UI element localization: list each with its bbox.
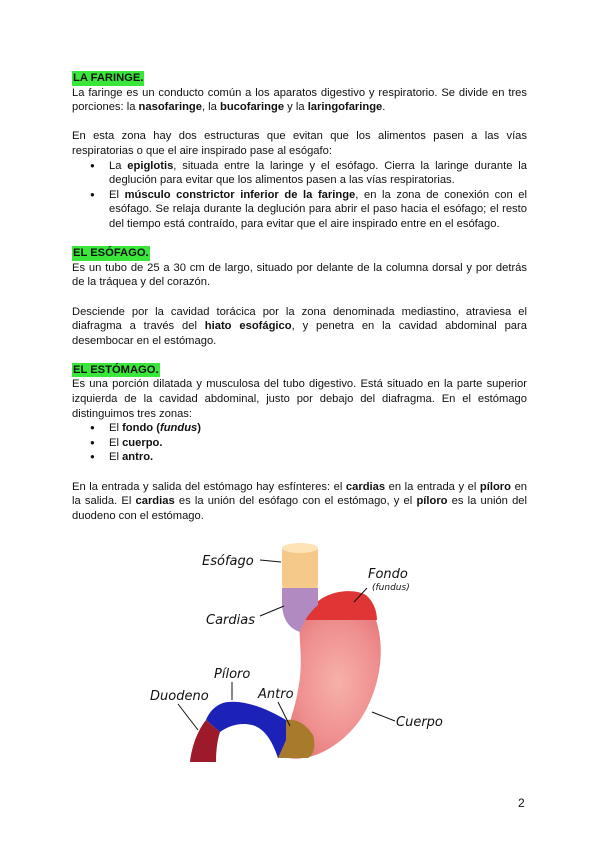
esophagus-opening	[282, 543, 318, 553]
label-fondo: Fondo	[368, 567, 408, 582]
list-item-musculo: ● El músculo constrictor inferior de la faringe, en la zona de conexión con el esófago. Se relaja durante la deglución para abrir el paso hacia el esófago; el resto del tiempo está contraído, para evitar que el aire inspirado entre en el esófago.	[109, 188, 527, 232]
label-esofago: Esófago	[202, 554, 254, 569]
list-item-antro: ● El antro.	[109, 450, 527, 465]
list-item-fondo: ● El fondo (fundus)	[109, 421, 527, 436]
list-item-cuerpo: ● El cuerpo.	[109, 436, 527, 451]
list-item-epiglotis: ● La epiglotis, situada entre la laringe y el esófago. Cierra la laringe durante la deglución para evitar que los alimentos pasen a las vías respiratorias.	[109, 159, 527, 188]
estomago-paragraph-2: En la entrada y salida del estómago hay esfínteres: el cardias en la entrada y el píloro en la salida. El cardias es la unión del esófago con el estómago, y el píloro es la unión del duodeno con el estómago.	[72, 480, 528, 522]
label-duodeno: Duodeno	[150, 689, 209, 704]
faringe-paragraph-1: La faringe es un conducto común a los aparatos digestivo y respiratorio. Se divide en tres porciones: la nasofaringe, la bucofaringe y la laringofaringe.	[72, 86, 527, 114]
label-cuerpo: Cuerpo	[396, 715, 443, 730]
label-fundus: (fundus)	[372, 583, 410, 593]
label-antro: Antro	[258, 687, 294, 702]
esofago-paragraph-2: Desciende por la cavidad torácica por la zona denominada mediastino, atraviesa el diafragma a través del hiato esofágico, y penetra en la cavidad abdominal para desembocar en el estómago.	[72, 305, 527, 347]
page-number: 2	[518, 796, 525, 810]
heading-faringe: LA FARINGE.	[73, 72, 144, 84]
label-cardias: Cardias	[206, 613, 255, 628]
estomago-list	[72, 421, 527, 465]
stomach-diagram	[148, 540, 448, 780]
pylorus-region	[206, 702, 286, 758]
faringe-paragraph-2: En esta zona hay dos estructuras que evitan que los alimentos pasen a las vías respiratorias o que el aire inspirado pase al esógafo:	[72, 130, 527, 157]
estomago-paragraph-1: Es una porción dilatada y musculosa del tubo digestivo. Está situado en la parte superior izquierda de la cavidad abdominal, justo por debajo del diafragma. En el estómago distinguimos tres zonas:	[72, 378, 527, 420]
heading-esofago: EL ESÓFAGO.	[73, 247, 149, 260]
document-page	[72, 71, 527, 523]
label-piloro: Píloro	[214, 667, 251, 682]
heading-estomago: EL ESTÓMAGO.	[73, 363, 159, 376]
faringe-list	[72, 159, 527, 232]
esofago-paragraph-1: Es un tubo de 25 a 30 cm de largo, situado por delante de la columna dorsal y por detrás de la tráquea y del corazón.	[72, 261, 527, 289]
